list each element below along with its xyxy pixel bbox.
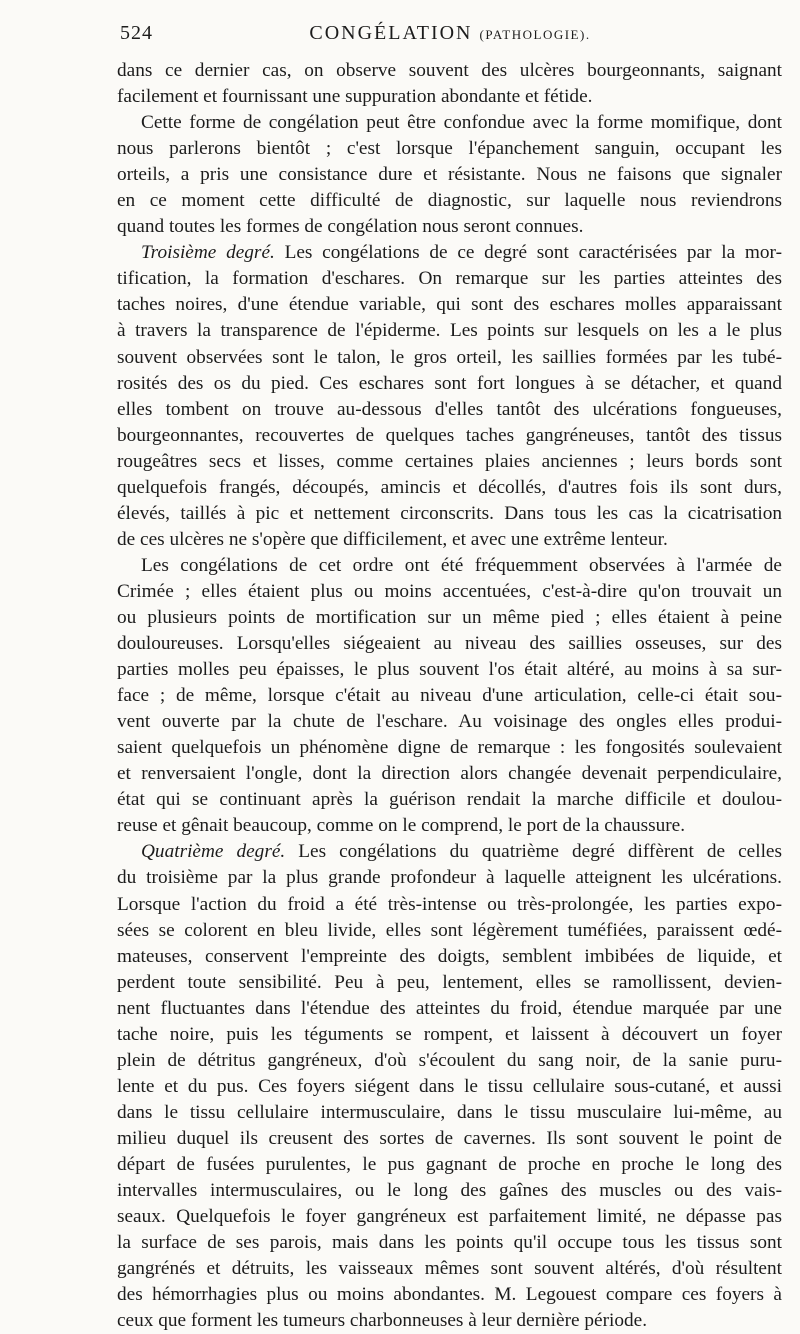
text-line: Crimée ; elles étaient plus ou moins accentuées, c'est-à-dire qu'on trouvait un: [117, 580, 782, 602]
text-line: bourgeonnantes, recouvertes de quelques taches gangréneuses, tantôt des tissus: [117, 424, 782, 446]
text-line: perdent toute sensibilité. Peu à peu, lentement, elles se ramollissent, devien-: [117, 971, 782, 993]
text-line: tification, la formation d'eschares. On remarque sur les parties atteintes des: [117, 268, 782, 290]
text-line: intervalles intermusculaires, ou le long des gaînes des muscles ou des vais-: [117, 1180, 782, 1202]
text-line: [117, 240, 782, 266]
text-line-rest: Les congélations du quatrième degré diffèrent de celles: [285, 841, 782, 863]
text-line: rougeâtres secs et lisses, comme certaines plaies anciennes ; leurs bords sont: [117, 450, 782, 472]
text-line: ceux que forment les tumeurs charbonneuses à leur dernière période.: [117, 1310, 648, 1332]
text-line: reuse et gênait beaucoup, comme on le comprend, le port de la chaussure.: [117, 815, 686, 837]
text-line: dans ce dernier cas, on observe souvent des ulcères bourgeonnants, saignant: [117, 60, 782, 81]
text-body: [117, 58, 782, 1334]
text-line: plein de détritus gangréneux, d'où s'écoulent du sang noir, de la sanie puru-: [117, 1049, 782, 1071]
text-line: la surface de ses parois, mais dans les points qu'il occupe tous les tissus sont: [117, 1232, 782, 1254]
text-line: gangrénés et détruits, les vaisseaux mêmes sont souvent altérés, d'où résultent: [117, 1258, 782, 1280]
text-line: ou plusieurs points de mortification sur un même pied ; elles étaient à peine: [117, 606, 782, 628]
text-line: dans le tissu cellulaire intermusculaire, dans le tissu musculaire lui-même, au: [117, 1101, 782, 1123]
text-line: douloureuses. Lorsqu'elles siégeaient au niveau des saillies osseuses, sur des: [117, 633, 782, 655]
section-heading-fourth-degree: Quatrième degré.: [141, 841, 286, 863]
text-line: [117, 839, 782, 865]
text-line: état qui se continuant après la guérison rendait la marche difficile et doulou-: [117, 789, 782, 811]
text-line: parties molles peu épaisses, le plus souvent l'os était altéré, au moins à sa sur-: [117, 659, 782, 681]
text-line: milieu duquel ils creusent des sortes de cavernes. Ils sont souvent le point de: [117, 1127, 782, 1149]
text-line: du troisième par la plus grande profondeur à laquelle atteignent les ulcérations.: [117, 867, 782, 889]
text-line: elles tombent on trouve au-dessous d'elles tantôt des ulcérations fongueuses,: [117, 398, 782, 420]
text-line: de ces ulcères ne s'opère que difficilement, et avec une extrême lenteur.: [117, 528, 668, 550]
text-line: face ; de même, lorsque c'était au niveau d'une articulation, celle-ci était sou-: [117, 685, 782, 707]
text-line: seaux. Quelquefois le foyer gangréneux est parfaitement limité, ne dépasse pas: [117, 1206, 782, 1228]
text-line: saient quelquefois un phénomène digne de remarque : les fongosités soulevaient: [117, 737, 782, 759]
text-line: rosités des os du pied. Ces eschares sont fort longues à se détacher, et quand: [117, 372, 782, 394]
text-line: mateuses, conservent l'empreinte des doigts, semblent imbibées de liquide, et: [117, 945, 782, 967]
text-line: en ce moment cette difficulté de diagnostic, sur laquelle nous reviendrons: [117, 190, 782, 212]
running-title-sub: (PATHOLOGIE).: [479, 27, 591, 42]
text-line: sées se colorent en bleu livide, elles sont légèrement tuméfiées, paraissent œdé-: [117, 919, 782, 941]
text-line-rest: Les congélations de ce degré sont caractérisées par la mor-: [274, 242, 782, 264]
running-header: [120, 22, 780, 52]
text-line: nent fluctuantes dans l'étendue des atteintes du froid, étendue marquée par une: [117, 997, 782, 1019]
text-line: départ de fusées purulentes, le pus gagnant de proche en proche le long des: [117, 1153, 782, 1175]
text-line: taches noires, d'une étendue variable, qui sont des eschares molles apparaissant: [117, 294, 782, 316]
text-line: quand toutes les formes de congélation nous seront connues.: [117, 216, 584, 238]
text-line: orteils, a pris une consistance dure et résistante. Nous ne faisons que signaler: [117, 164, 782, 186]
text-line: tache noire, puis les téguments se rompent, et laissent à découvert un foyer: [117, 1023, 782, 1045]
text-line: souvent observées sont le talon, le gros orteil, les saillies formées par les tubé-: [117, 346, 782, 368]
text-line: vent ouverte par la chute de l'eschare. Au voisinage des ongles elles produi-: [117, 711, 782, 733]
text-line: facilement et fournissant une suppuration abondante et fétide.: [117, 86, 593, 108]
text-line: nous parlerons bientôt ; c'est lorsque l'épanchement sanguin, occupant les: [117, 138, 782, 160]
text-line: élevés, taillés à pic et nettement circonscrits. Dans tous les cas la cicatrisation: [117, 502, 782, 524]
text-line: Lorsque l'action du froid a été très-intense ou très-prolongée, les parties expo-: [117, 893, 782, 915]
section-heading-third-degree: Troisième degré.: [141, 242, 275, 264]
running-title-main: CONGÉLATION: [309, 22, 473, 44]
text-line: lente et du pus. Ces foyers siégent dans le tissu cellulaire sous-cutané, et aussi: [117, 1075, 782, 1097]
page-number: 524: [120, 22, 153, 44]
text-line: des hémorrhagies plus ou moins abondantes. M. Legouest compare ces foyers à: [117, 1284, 782, 1306]
text-line: quelquefois frangés, découpés, amincis et décollés, d'autres fois ils sont durs,: [117, 476, 782, 498]
text-line: à travers la transparence de l'épiderme. Les points sur lesquels on les a le plus: [117, 320, 782, 342]
text-line: Les congélations de cet ordre ont été fréquemment observées à l'armée de: [141, 554, 782, 576]
text-line: et renversaient l'ongle, dont la direction alors changée devenait perpendiculaire,: [117, 763, 782, 785]
running-title: [120, 22, 780, 45]
text-line: Cette forme de congélation peut être confondue avec la forme momifique, dont: [141, 112, 782, 134]
